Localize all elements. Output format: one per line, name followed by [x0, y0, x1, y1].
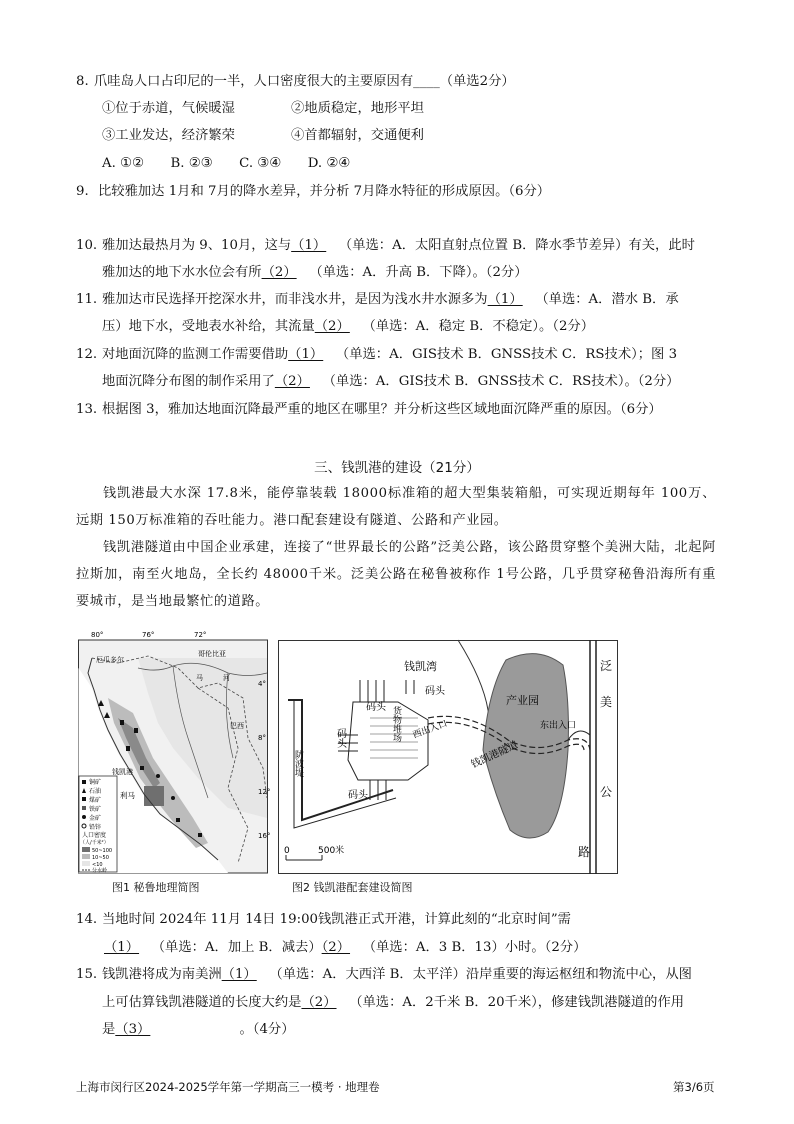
q11-line1-a: 雅加达市民选择开挖深水井，而非浅水井，是因为浅水井水源多为 [102, 292, 488, 307]
q12-line2-text [102, 373, 679, 391]
fig2-west-exit: 西出入口 [411, 719, 449, 741]
q11-line2-text [102, 318, 594, 336]
q11-number: 11. [76, 292, 98, 307]
fig1-river: 河 [223, 674, 230, 682]
fig2-industrial-park: 产业园 [506, 694, 539, 707]
q12-line1-b: （单选：A．GIS技术 B．GNSS技术 C．RS技术）；图 3 [335, 347, 678, 362]
fig1-legend-d2: 10~50 [92, 855, 109, 861]
q13-text: 根据图 3，雅加达地面沉降最严重的地区在哪里？并分析这些区域地面沉降严重的原因。（6分） [102, 402, 662, 417]
fig2-scale-500: 500米 [318, 846, 345, 856]
q12-line2-a: 地面沉降分布图的制作采用了 [102, 374, 275, 389]
q15-number: 15. [76, 967, 98, 982]
figure-2-port-layout [278, 640, 618, 874]
fig2-breakwater: 防波堤 [293, 750, 303, 777]
q15-line2-a: 上可估算钱凯港隧道的长度大约是 [102, 995, 302, 1010]
q12-number: 12. [76, 347, 98, 362]
fig2-highway-1: 泛 [600, 659, 613, 673]
fig2-dock-2: 码头 [366, 702, 386, 713]
fig1-legend-d1: 50~100 [92, 848, 113, 854]
q12-line1-a: 对地面沉降的监测工作需要借助 [102, 347, 289, 362]
q10-line1-b: （单选：A．太阳直射点位置 B．降水季节差异）有关，此时 [338, 238, 695, 253]
q14-number: 14. [76, 912, 98, 927]
q11-line2-b: （单选：A．稳定 B．不稳定）。（2分） [362, 319, 595, 334]
fig1-legend-leadzinc: 铅锌 [89, 824, 102, 831]
q15-line2-text [102, 994, 684, 1012]
fig2-cargo-yard: 货物堆场 [391, 706, 401, 742]
q15-blank-2[interactable]: （2） [301, 995, 337, 1010]
q10-blank-1[interactable]: （1） [291, 238, 327, 253]
fig2-highway-2: 美 [600, 695, 613, 709]
fig1-lat-12: 12° [258, 788, 271, 796]
q10-blank-2[interactable]: （2） [261, 265, 297, 280]
q15-line3-text [102, 1021, 295, 1039]
q10-line1-a: 雅加达最热月为 9、10月，这与 [102, 238, 292, 253]
q8-choices-text: A. ①② B. ②③ C. ③④ D. ②④ [102, 156, 351, 171]
q15-line3-a: 是 [102, 1022, 116, 1037]
q11-line1-text [102, 291, 679, 309]
fig1-brazil: 巴西 [230, 722, 244, 730]
q12-blank-2[interactable]: （2） [274, 374, 310, 389]
fig1-legend-gold: 金矿 [89, 815, 102, 822]
q15-line1-b: （单选：A．大西洋 B．太平洋）沿岸重要的海运枢纽和物流中心，从图 [269, 967, 692, 982]
q15-blank-3[interactable]: （3） [115, 1022, 151, 1037]
fig1-lon-76: 76° [142, 631, 155, 639]
footer-exam-title: 上海市闵行区2024-2025学年第一学期高三一模考 · 地理卷 [76, 1080, 380, 1094]
q15-line2-b: （单选：A．2千米 B．20千米），修建钱凯港隧道的作用 [349, 995, 685, 1010]
q9-text: 比较雅加达 1月和 7月的降水差异，并分析 7月降水特征的形成原因。（6分） [98, 184, 551, 199]
fig1-legend-density-unit: （人/千米²） [80, 840, 109, 846]
fig1-legend-iron: 铁矿 [89, 806, 102, 813]
q10-line1-text [102, 237, 695, 255]
q8-option-3: ③工业发达，经济繁荣 [102, 128, 235, 143]
fig1-lima-label: 利马 [120, 791, 135, 800]
q8-stem: 爪哇岛人口占印尼的一半，人口密度很大的主要原因有____（单选2分） [94, 74, 515, 89]
q14-line2-text [104, 939, 586, 957]
fig1-colombia: 哥伦比亚 [198, 650, 226, 658]
figure-1-caption: 图1 秘鲁地理简图 [112, 881, 200, 894]
q10-number: 10. [76, 238, 98, 253]
q8-number: 8. [76, 74, 89, 89]
fig1-lon-72: 72° [194, 631, 207, 639]
fig2-dock-3: 码头 [334, 728, 346, 748]
q9-number: 9. [76, 184, 89, 199]
q14-line2-a: （单选：A．加上 B．减去） [151, 940, 322, 955]
fig2-bay-label: 钱凯湾 [404, 660, 437, 673]
q14-blank-1[interactable]: （1） [104, 940, 140, 955]
fig2-highway-3: 公 [600, 785, 613, 799]
q12-line2-b: （单选：A．GIS技术 B．GNSS技术 C．RS技术）。（2分） [322, 374, 680, 389]
fig1-ecuador: 厄瓜多尔 [96, 656, 124, 664]
q8-option-4: ④首都辐射，交通便利 [291, 128, 424, 143]
q11-blank-1[interactable]: （1） [487, 292, 523, 307]
fig1-lat-16: 16° [258, 832, 271, 840]
fig1-legend-density-title: 人口密度 [82, 832, 107, 839]
fig2-scale-0: 0 [284, 846, 290, 856]
fig1-port-label: 钱凯港 [112, 768, 133, 776]
fig1-amazon: 马 [196, 674, 203, 682]
section-3-title: 三、钱凯港的建设（21分） [314, 460, 480, 476]
fig1-lat-8: 8° [258, 734, 266, 742]
q12-line1-text [102, 346, 677, 364]
fig2-dock-4: 码头 [348, 790, 368, 801]
q10-line2-text [102, 264, 528, 282]
q13-number: 13. [76, 402, 98, 417]
q10-line2-a: 雅加达的地下水水位会有所 [102, 265, 262, 280]
q8-option-2: ②地质稳定，地形平坦 [291, 101, 424, 116]
q14-blank-2[interactable]: （2） [321, 940, 351, 955]
fig1-lon-80: 80° [91, 631, 104, 639]
fig1-legend-d3: <10 [92, 862, 103, 868]
q10-line2-b: （单选：A．升高 B．下降）。（2分） [309, 265, 528, 280]
q15-line3-b: 。（4分） [239, 1022, 295, 1037]
fig2-dock-1: 码头 [425, 686, 445, 697]
q12-blank-1[interactable]: （1） [288, 347, 324, 362]
q11-line1-b: （单选：A．潜水 B．承 [535, 292, 679, 307]
fig1-lat-4: 4° [258, 680, 266, 688]
fig2-east-exit: 东出入口 [540, 721, 577, 731]
footer-page-number: 第3/6页 [673, 1080, 715, 1094]
q11-line2-a: 压）地下水，受地表水补给，其流量 [102, 319, 315, 334]
figure-2-caption: 图2 钱凯港配套建设简图 [292, 881, 413, 894]
fig1-legend-coal: 煤矿 [89, 797, 102, 804]
intro-paragraph-1: 钱凯港最大水深 17.8米，能停靠装载 18000标准箱的超大型集装箱船，可实现近期每年 100万、远期 150万标准箱的吞吐能力。港口配套建设有隧道、公路和产业园。 [76, 486, 716, 528]
q14-line2-b: （单选：A．3 B．13）小时。（2分） [362, 940, 587, 955]
fig1-legend-divide: 分水岭 [92, 868, 108, 874]
q8-option-1: ①位于赤道，气候暖湿 [102, 101, 235, 116]
q15-line1-a: 钱凯港将成为南美洲 [102, 967, 222, 982]
q15-blank-1[interactable]: （1） [221, 967, 257, 982]
fig2-tunnel-label: 钱凯港隧道 [469, 739, 520, 771]
intro-paragraph-2: 钱凯港隧道由中国企业承建，连接了“世界最长的公路”泛美公路，该公路贯穿整个美洲大陆，北起阿拉斯加，南至火地岛，全长约 48000千米。泛美公路在秘鲁被称作 1号公路，几乎贯穿秘鲁沿海所有重要城市，是当地最繁忙的道路。 [76, 540, 716, 609]
q14-line1-text: 当地时间 2024年 11月 14日 19:00钱凯港正式开港，计算此刻的“北京时间”需 [102, 912, 571, 927]
fig1-legend-copper: 铜矿 [89, 779, 102, 786]
figure-1-peru-map [78, 628, 271, 874]
fig2-highway-4: 路 [578, 845, 591, 859]
q11-blank-2[interactable]: （2） [314, 319, 350, 334]
q15-line1-text [102, 966, 692, 984]
fig1-legend-oil: 石油 [89, 788, 102, 795]
